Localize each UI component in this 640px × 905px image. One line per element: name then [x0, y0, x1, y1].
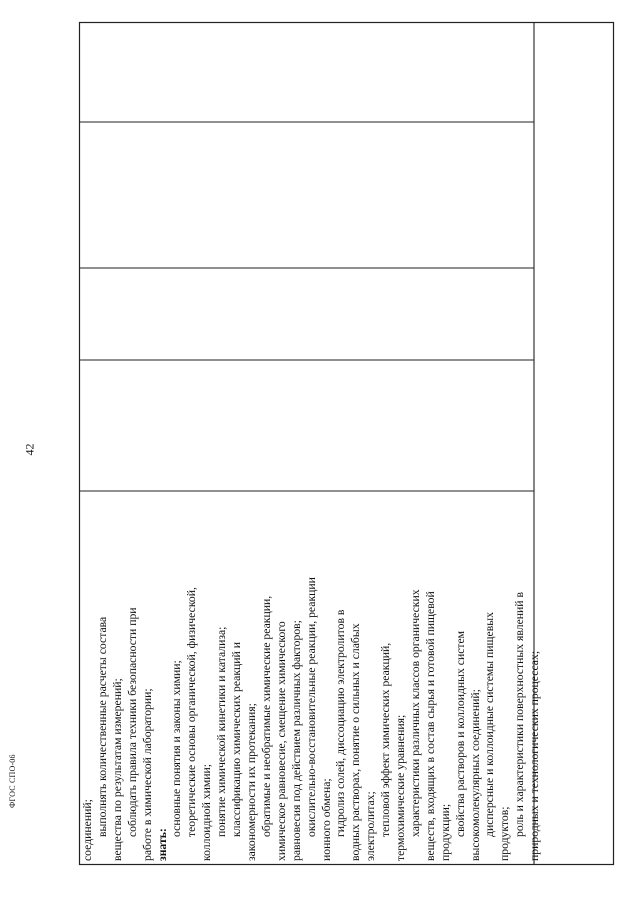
rotated-content	[79, 22, 542, 865]
text-line: выполнять количественные расчеты состава	[95, 616, 109, 837]
text-line: тепловой эффект химических реакций,	[379, 642, 393, 837]
text-line: продуктов;	[498, 806, 512, 861]
text-line: электролитах;	[364, 791, 378, 861]
competency-text-cell	[79, 491, 542, 865]
text-line: веществ, входящих в состав сырья и готовой пищевой	[423, 591, 437, 861]
text-line: химическое равновесие, смещение химического	[274, 621, 288, 861]
text-line: работе в химической лаборатории;	[140, 688, 154, 861]
text-line: понятие химической кинетики и катализа;	[215, 626, 229, 837]
requirements-table	[79, 22, 614, 865]
text-line: классификацию химических реакций и	[230, 642, 244, 837]
text-line: вещества по результатам измерений;	[110, 678, 124, 861]
text-line: характеристики различных классов органических	[408, 589, 422, 837]
text-line: основные понятия и законы химии;	[170, 660, 184, 837]
text-line: свойства растворов и коллоидных систем	[453, 630, 467, 837]
text-line: природных и технологических процессах;	[528, 650, 542, 861]
text-line: закономерности их протекания;	[244, 703, 258, 861]
text-line: водных растворах, понятие о сильных и слабых	[349, 623, 363, 861]
text-line: ионного обмена;	[319, 778, 333, 861]
text-line: коллоидной химии;	[200, 763, 214, 861]
text-line: продукции;	[438, 803, 452, 861]
text-line: соединений;	[81, 799, 94, 861]
text-line: роль и характеристики поверхностных явлений в	[513, 592, 527, 837]
text-line: равновесия под действием различных факторов;	[289, 620, 303, 861]
text-line: обратимые и необратимые химические реакции,	[259, 595, 273, 837]
text-line: термохимические уравнения;	[394, 714, 408, 861]
text-line: теоретические основы органической, физической,	[185, 587, 199, 837]
text-line: соблюдать правила техники безопасности при	[125, 607, 139, 837]
section-heading: знать:	[155, 828, 169, 861]
text-line: дисперсные и коллоидные системы пищевых	[483, 612, 497, 837]
text-line: гидролиз солей, диссоциацию электролитов в	[334, 609, 348, 837]
footer-label: ФГОС СПО-06	[8, 754, 17, 808]
text-line: высокомолекулярных соединений;	[468, 689, 482, 861]
page-number: 42	[22, 443, 37, 456]
text-line: окислительно-восстановительные реакции, реакции	[304, 577, 318, 837]
